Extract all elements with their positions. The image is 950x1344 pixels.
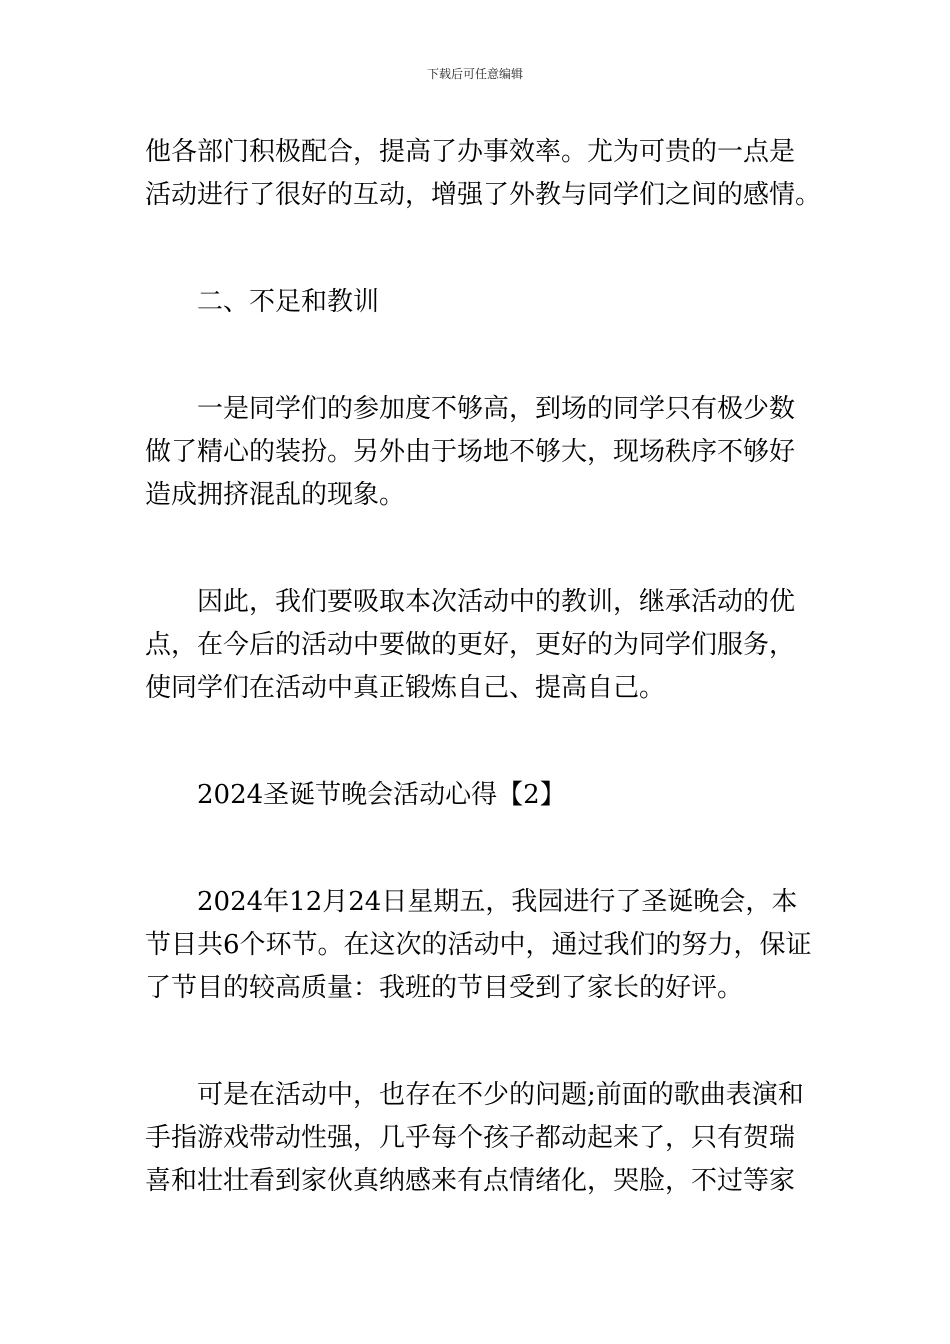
paragraph-4 (145, 581, 809, 710)
paragraph-line: 手指游戏带动性强，几乎每个孩子都动起来了，只有贺瑞 (145, 1123, 796, 1153)
paragraph-line: 点，在今后的活动中要做的更好，更好的为同学们服务， (145, 630, 796, 660)
paragraph-line: 一是同学们的参加度不够高，到场的同学只有极少数 (197, 394, 796, 424)
paragraph-line: 做了精心的装扮。另外由于场地不够大，现场秩序不够好 (145, 437, 796, 467)
paragraph-line: 因此，我们要吸取本次活动中的教训，继承活动的优 (197, 587, 796, 617)
document-body (145, 131, 822, 1203)
paragraph-line: 可是在活动中，也存在不少的问题;前面的歌曲表演和 (197, 1080, 804, 1110)
paragraph-line: 节目共6个环节。在这次的活动中，通过我们的努力，保证 (145, 930, 812, 960)
heading-line: 二、不足和教训 (197, 287, 380, 317)
paragraph-line: 活动进行了很好的互动，增强了外教与同学们之间的感情。 (145, 180, 822, 210)
title-line: 2024圣诞节晚会活动心得【2】 (197, 780, 566, 810)
paragraph-1 (145, 131, 822, 217)
paragraph-line: 喜和壮壮看到家伙真纳感来有点情绪化，哭脸，不过等家 (145, 1166, 796, 1196)
section-heading (145, 281, 809, 324)
paragraph-line: 使同学们在活动中真正锻炼自己、提高自己。 (145, 673, 666, 703)
paragraph-line: 了节目的较高质量：我班的节目受到了家长的好评。 (145, 973, 744, 1003)
paragraph-3 (145, 388, 809, 517)
paragraph-6 (145, 881, 812, 1010)
paragraph-line: 2024年12月24日星期五，我园进行了圣诞晚会，本 (197, 887, 798, 917)
paragraph-line: 造成拥挤混乱的现象。 (145, 480, 406, 510)
article-title (145, 774, 809, 817)
paragraph-7 (145, 1074, 809, 1203)
paragraph-line: 他各部门积极配合，提高了办事效率。尤为可贵的一点是 (145, 137, 796, 167)
page-header: 下载后可任意编辑 (426, 67, 523, 81)
